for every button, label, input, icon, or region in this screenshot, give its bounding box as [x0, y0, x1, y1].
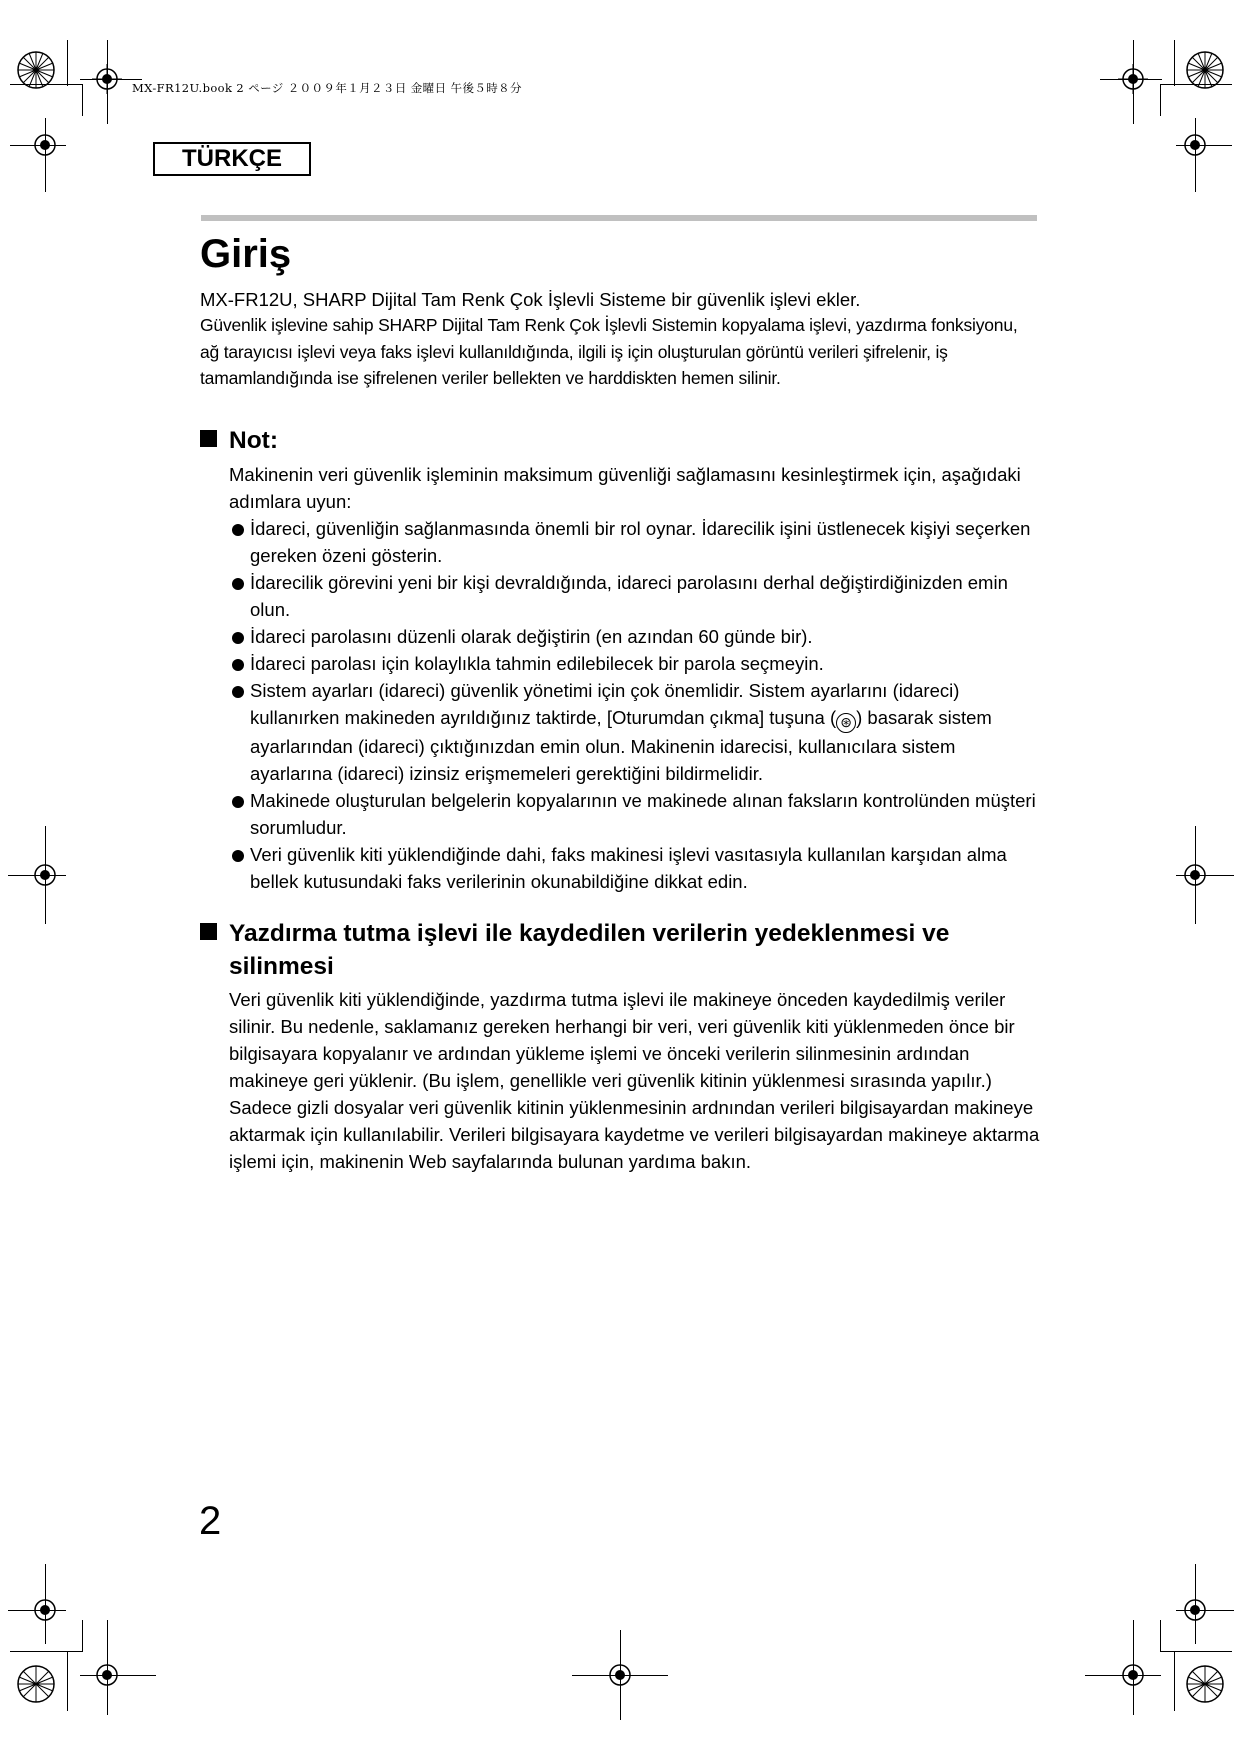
- bullet5-text-a: Sistem ayarları (idareci) güvenlik yönetimi için çok önemlidir. Sistem ayarlarını (idareci) kullanırken makineden ayrıldığınız taktirde, [Oturumdan çıkma] tuşuna (: [250, 680, 960, 728]
- list-item: Makinede oluşturulan belgelerin kopyalarının ve makinede alınan faksların kontrolünden müşteri sorumludur.: [229, 787, 1041, 841]
- print-hold-heading: [200, 917, 1040, 983]
- square-bullet-icon: [200, 923, 217, 940]
- logout-key-icon: ⊛: [836, 713, 856, 733]
- list-item: [229, 677, 1041, 787]
- intro-paragraph: Güvenlik işlevine sahip SHARP Dijital Tam Renk Çok İşlevli Sistemin kopyalama işlevi, yazdırma fonksiyonu, ağ tarayıcısı işlevi veya faks işlevi kullanıldığında, ilgili iş için oluşturulan görüntü verileri şifrelenir, iş tamamlandığında ise şifrelenen veriler bellekten ve harddiskten hemen silinir.: [200, 315, 1018, 388]
- note-lead: Makinenin veri güvenlik işleminin maksimum güvenliği sağlamasını kesinleştirmek için, aşağıdaki adımlara uyun:: [229, 464, 1021, 512]
- bullet5-text-b: ) basarak sistem ayarlarından (idareci) çıktığınızdan emin olun. Makinenin idarecisi, kullanıcılara sistem ayarlarına (idareci) izinsiz erişmemeleri gerektiğini bildirmelidir.: [250, 707, 992, 784]
- starburst-mark-bottom-left: [16, 1664, 56, 1704]
- note-heading: [200, 424, 1040, 457]
- list-item: İdarecilik görevini yeni bir kişi devraldığında, idareci parolasını derhal değiştirdiğinizden emin olun.: [229, 569, 1041, 623]
- print-hold-paragraph-2: Sadece gizli dosyalar veri güvenlik kitinin yüklenmesinin ardnından verileri bilgisayardan makineye aktarmak için kullanılabilir. Verileri bilgisayara kaydetme ve verileri bilgisayardan makineye aktarma işlemi için, makinenin Web sayfalarında bulunan yardıma bakın.: [229, 1097, 1040, 1172]
- print-job-header: MX-FR12U.book 2 ページ ２００９年１月２３日 金曜日 午後５時８分: [132, 81, 522, 95]
- note-body: [229, 461, 1041, 895]
- intro-line: MX-FR12U, SHARP Dijital Tam Renk Çok İşlevli Sisteme bir güvenlik işlevi ekler.: [200, 289, 861, 310]
- page-title: Giriş: [200, 232, 292, 276]
- note-heading-text: Not:: [229, 427, 278, 454]
- print-hold-heading-line1: Yazdırma tutma işlevi ile kaydedilen verilerin yedeklenmesi ve: [229, 920, 950, 947]
- list-item: İdareci parolası için kolaylıkla tahmin edilebilecek bir parola seçmeyin.: [229, 650, 1041, 677]
- list-item: İdareci, güvenliğin sağlanmasında önemli bir rol oynar. İdarecilik işini üstlenecek kişiyi seçerken gereken özeni gösterin.: [229, 515, 1041, 569]
- note-bullet-list: [229, 515, 1041, 895]
- starburst-mark-bottom-right: [1185, 1664, 1225, 1704]
- list-item: İdareci parolasını düzenli olarak değiştirin (en azından 60 günde bir).: [229, 623, 1041, 650]
- print-hold-heading-line2: silinmesi: [229, 953, 334, 980]
- list-item: Veri güvenlik kiti yüklendiğinde dahi, faks makinesi işlevi vasıtasıyla kullanılan karşıdan alma bellek kutusundaki faks verilerinin okunabildiğine dikkat edin.: [229, 841, 1041, 895]
- print-hold-paragraph-1: Veri güvenlik kiti yüklendiğinde, yazdırma tutma işlevi ile makineye önceden kaydedilmiş veriler silinir. Bu nedenle, saklamanız gereken herhangi bir veri, veri güvenlik kiti yüklenmeden önce bir bilgisayara kopyalanır ve ardından yükleme işlemi ve önceki verilerin silinmesinin ardından makineye geri yüklenir. (Bu işlem, genellikle veri güvenlik kitinin yüklenmesi sırasında yapılır.): [229, 989, 1015, 1091]
- print-hold-body: [229, 986, 1041, 1175]
- square-bullet-icon: [200, 430, 217, 447]
- title-rule: [201, 215, 1037, 221]
- page-number: 2: [199, 1499, 222, 1543]
- language-label: TÜRKÇE: [153, 142, 311, 176]
